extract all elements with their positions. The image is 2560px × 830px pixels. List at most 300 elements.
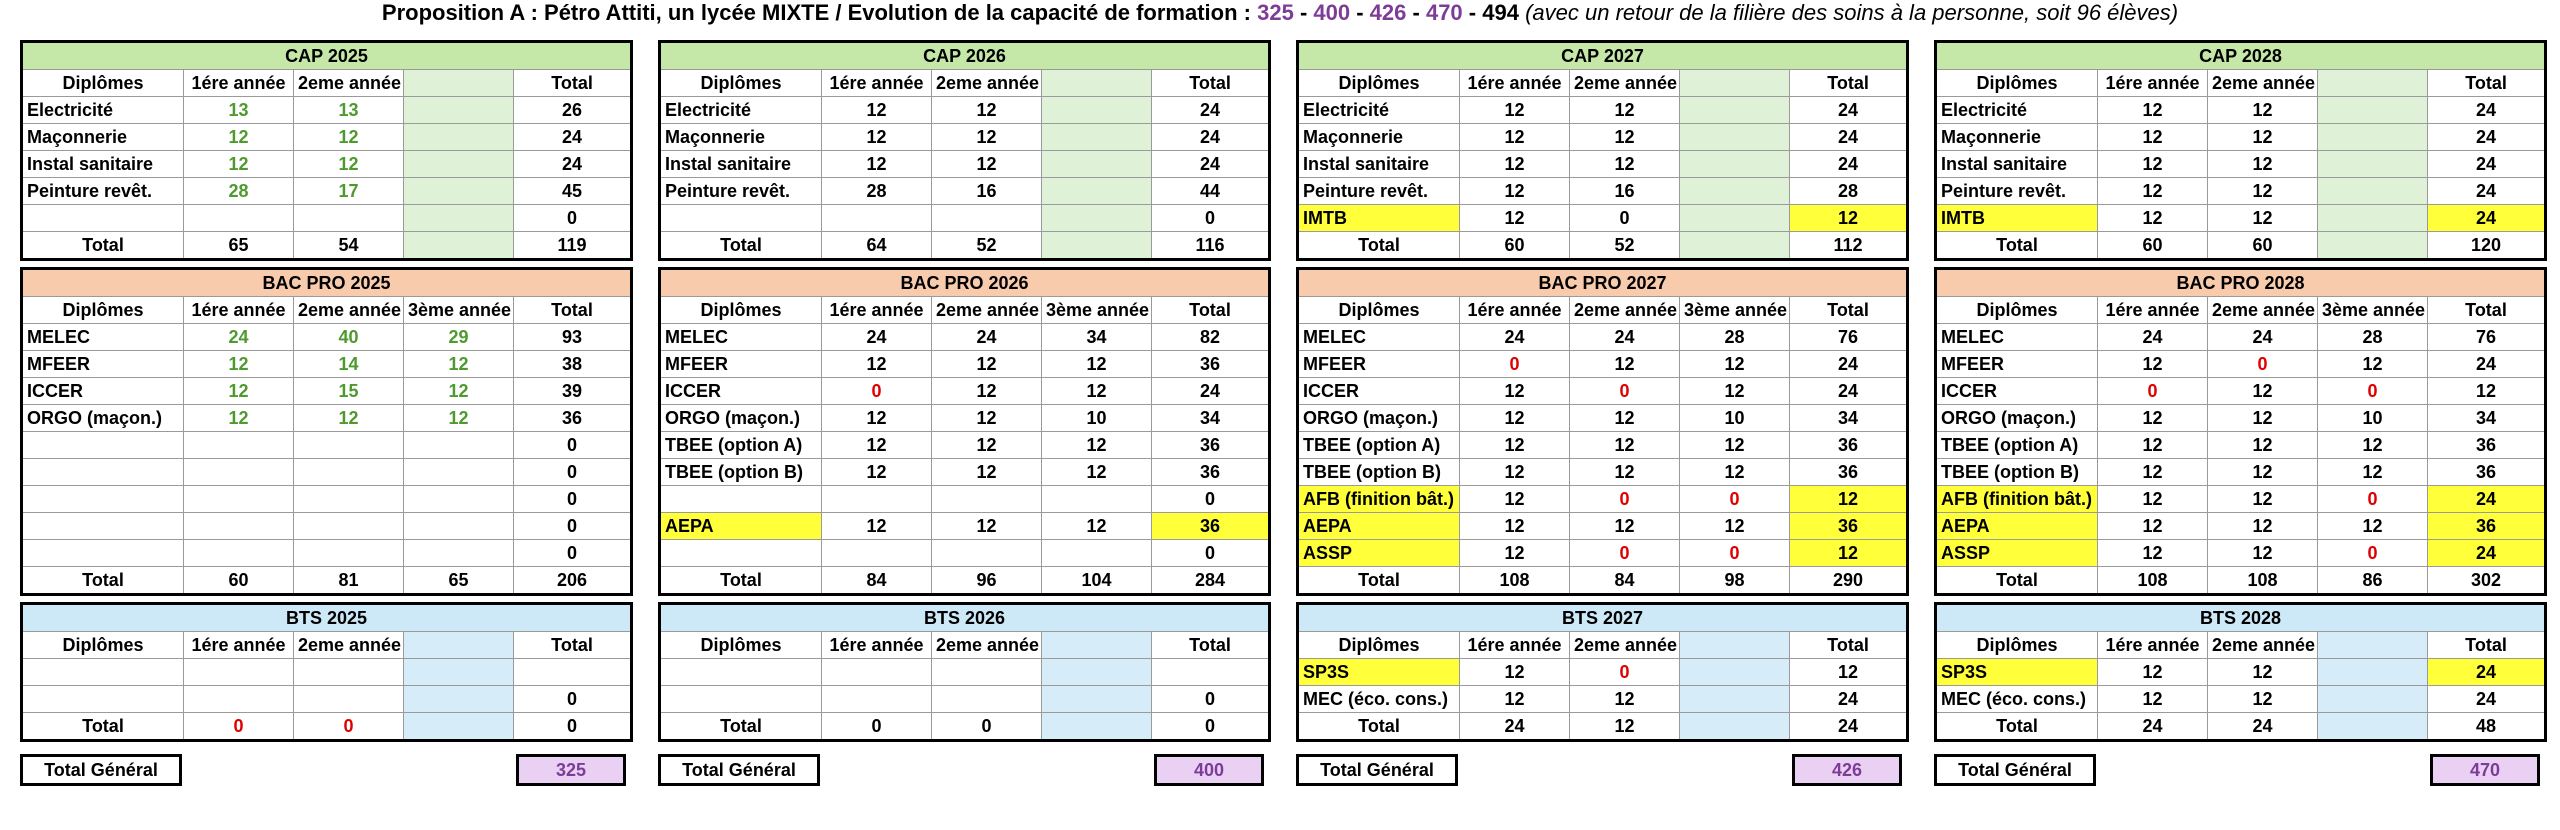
totals-row (1936, 232, 2546, 260)
header-year-1: 1ére année (1460, 70, 1570, 97)
table-row (1298, 513, 1908, 540)
empty-cell (1680, 659, 1790, 686)
year-2-value (294, 486, 404, 513)
year-1-value (184, 459, 294, 486)
year-1-value: 12 (1460, 513, 1570, 540)
header-year-2: 2eme année (294, 297, 404, 324)
year-2-value (294, 432, 404, 459)
total-label: Total (1936, 232, 2098, 260)
table-row (1936, 351, 2546, 378)
year-2-value: 12 (2208, 540, 2318, 567)
diploma-name: Electricité (1298, 97, 1460, 124)
bts-table (658, 602, 1271, 742)
title-sep: - (1462, 0, 1483, 25)
year-2-value: 12 (1570, 513, 1680, 540)
year-3-value (404, 540, 514, 567)
diploma-name (660, 659, 822, 686)
table-row (660, 659, 1270, 686)
bts-table (1934, 602, 2547, 742)
year-2-value: 12 (932, 405, 1042, 432)
year-1-value: 12 (1460, 124, 1570, 151)
table-row (22, 432, 632, 459)
row-total: 76 (1790, 324, 1908, 351)
empty-cell (1042, 97, 1152, 124)
year-3-value: 29 (404, 324, 514, 351)
table-row (22, 97, 632, 124)
table-row (22, 178, 632, 205)
table-row (1936, 513, 2546, 540)
total-year-1: 65 (184, 232, 294, 260)
empty-cell (1042, 232, 1152, 260)
year-3-value: 28 (1680, 324, 1790, 351)
diploma-name: IMTB (1936, 205, 2098, 232)
year-2-value: 0 (1570, 205, 1680, 232)
grand-total: 0 (514, 713, 632, 741)
bts-title: BTS 2027 (1298, 604, 1908, 632)
table-row (1298, 178, 1908, 205)
header-diplomes: Diplômes (22, 632, 184, 659)
table-row (22, 151, 632, 178)
table-row (22, 513, 632, 540)
total-year-2: 108 (2208, 567, 2318, 595)
diploma-name (22, 459, 184, 486)
grand-total: 302 (2428, 567, 2546, 595)
header-year-3: 3ème année (1042, 297, 1152, 324)
grand-total: 119 (514, 232, 632, 260)
row-total: 24 (2428, 351, 2546, 378)
row-total: 24 (2428, 686, 2546, 713)
table-row (1936, 659, 2546, 686)
diploma-name: TBEE (option A) (660, 432, 822, 459)
year-2-value: 12 (2208, 97, 2318, 124)
table-row (660, 205, 1270, 232)
header-year-2: 2eme année (1570, 70, 1680, 97)
year-1-value: 12 (1460, 486, 1570, 513)
year-3-value (404, 513, 514, 540)
year-2-value: 13 (294, 97, 404, 124)
header-diplomes: Diplômes (1936, 70, 2098, 97)
total-year-2: 0 (294, 713, 404, 741)
row-total: 12 (1790, 486, 1908, 513)
year-1-value: 12 (2098, 351, 2208, 378)
total-year-2: 24 (2208, 713, 2318, 741)
total-year-3: 98 (1680, 567, 1790, 595)
year-2-value: 24 (1570, 324, 1680, 351)
bac-pro-table (1934, 267, 2547, 596)
table-row (22, 486, 632, 513)
empty-cell (404, 686, 514, 713)
row-total: 24 (2428, 205, 2546, 232)
diploma-name: IMTB (1298, 205, 1460, 232)
total-general-value: 470 (2430, 754, 2540, 786)
header-year-2: 2eme année (2208, 297, 2318, 324)
table-header-row (660, 632, 1270, 659)
header-diplomes: Diplômes (1936, 297, 2098, 324)
table-row (1298, 324, 1908, 351)
cap-table (658, 40, 1271, 261)
row-total: 24 (1790, 378, 1908, 405)
header-year-2: 2eme année (932, 297, 1042, 324)
table-row (1298, 151, 1908, 178)
bac-pro-title: BAC PRO 2027 (1298, 269, 1908, 297)
diploma-name: Maçonnerie (22, 124, 184, 151)
year-2-value: 12 (1570, 459, 1680, 486)
total-year-3: 104 (1042, 567, 1152, 595)
header-diplomes: Diplômes (660, 632, 822, 659)
year-3-value: 12 (1042, 378, 1152, 405)
table-header-row (22, 297, 632, 324)
header-diplomes: Diplômes (1298, 297, 1460, 324)
year-1-value: 12 (184, 151, 294, 178)
table-row (22, 378, 632, 405)
empty-cell (2318, 232, 2428, 260)
table-row (1936, 540, 2546, 567)
table-row (1936, 378, 2546, 405)
year-1-value: 12 (2098, 459, 2208, 486)
year-3-value: 28 (2318, 324, 2428, 351)
year-1-value: 12 (2098, 178, 2208, 205)
header-empty-cell (1680, 632, 1790, 659)
empty-cell (404, 97, 514, 124)
table-row (22, 686, 632, 713)
diploma-name: AEPA (1936, 513, 2098, 540)
empty-cell (1680, 205, 1790, 232)
table-row (1298, 540, 1908, 567)
total-year-2: 54 (294, 232, 404, 260)
year-1-value (184, 659, 294, 686)
bts-title: BTS 2028 (1936, 604, 2546, 632)
row-total: 82 (1152, 324, 1270, 351)
table-header-row (1936, 632, 2546, 659)
row-total: 12 (1790, 540, 1908, 567)
empty-cell (2318, 178, 2428, 205)
header-year-1: 1ére année (184, 632, 294, 659)
year-1-value: 24 (184, 324, 294, 351)
row-total: 0 (514, 432, 632, 459)
year-3-value: 12 (1680, 459, 1790, 486)
diploma-name (660, 486, 822, 513)
header-total: Total (514, 70, 632, 97)
year-2-value: 15 (294, 378, 404, 405)
diploma-name: AEPA (660, 513, 822, 540)
year-3-value: 12 (404, 378, 514, 405)
diploma-name (660, 205, 822, 232)
empty-cell (404, 232, 514, 260)
diploma-name: Electricité (22, 97, 184, 124)
total-label: Total (22, 232, 184, 260)
total-year-2: 96 (932, 567, 1042, 595)
diploma-name: TBEE (option B) (660, 459, 822, 486)
empty-cell (1680, 686, 1790, 713)
row-total: 36 (1152, 432, 1270, 459)
year-2-value: 12 (2208, 151, 2318, 178)
total-general-label: Total Général (658, 754, 820, 786)
total-year-1: 84 (822, 567, 932, 595)
year-1-value: 12 (1460, 97, 1570, 124)
year-2-value: 12 (1570, 97, 1680, 124)
row-total: 24 (514, 151, 632, 178)
year-3-value: 10 (2318, 405, 2428, 432)
header-empty-cell (2318, 70, 2428, 97)
year-column (1934, 40, 2544, 784)
table-row (1936, 324, 2546, 351)
total-label: Total (660, 232, 822, 260)
total-year-2: 81 (294, 567, 404, 595)
diploma-name (660, 686, 822, 713)
table-row (1936, 205, 2546, 232)
year-1-value: 0 (1460, 351, 1570, 378)
diploma-name: Maçonnerie (1298, 124, 1460, 151)
row-total: 34 (1790, 405, 1908, 432)
year-1-value: 12 (2098, 540, 2208, 567)
row-total: 0 (1152, 540, 1270, 567)
table-row (660, 97, 1270, 124)
row-total: 24 (1790, 351, 1908, 378)
year-3-value: 12 (404, 351, 514, 378)
year-2-value (932, 540, 1042, 567)
header-year-1: 1ére année (184, 297, 294, 324)
empty-cell (1042, 713, 1152, 741)
year-2-value: 40 (294, 324, 404, 351)
table-row (1298, 351, 1908, 378)
table-row (660, 686, 1270, 713)
row-total: 24 (1790, 151, 1908, 178)
year-1-value: 12 (822, 459, 932, 486)
year-3-value: 0 (2318, 486, 2428, 513)
totals-row (22, 232, 632, 260)
empty-cell (1680, 151, 1790, 178)
year-1-value: 12 (1460, 178, 1570, 205)
table-row (660, 540, 1270, 567)
diploma-name: MFEER (660, 351, 822, 378)
bac-pro-table (1296, 267, 1909, 596)
diploma-name: TBEE (option B) (1298, 459, 1460, 486)
cap-title: CAP 2028 (1936, 42, 2546, 70)
total-label: Total (1936, 713, 2098, 741)
empty-cell (2318, 124, 2428, 151)
year-1-value: 12 (822, 151, 932, 178)
empty-cell (1680, 713, 1790, 741)
diploma-name (22, 486, 184, 513)
header-diplomes: Diplômes (660, 297, 822, 324)
year-2-value: 0 (1570, 659, 1680, 686)
year-1-value (822, 205, 932, 232)
diploma-name: Instal sanitaire (1298, 151, 1460, 178)
table-row (22, 324, 632, 351)
cap-table (1296, 40, 1909, 261)
year-2-value: 12 (294, 405, 404, 432)
diploma-name: MELEC (660, 324, 822, 351)
table-row (1298, 378, 1908, 405)
row-total: 93 (514, 324, 632, 351)
year-1-value: 12 (2098, 432, 2208, 459)
year-1-value: 12 (822, 124, 932, 151)
diploma-name: TBEE (option A) (1298, 432, 1460, 459)
grand-total: 284 (1152, 567, 1270, 595)
table-header-row (1298, 632, 1908, 659)
total-label: Total (660, 713, 822, 741)
totals-row (1298, 713, 1908, 741)
year-3-value: 12 (1680, 351, 1790, 378)
year-1-value: 12 (2098, 124, 2208, 151)
total-year-2: 12 (1570, 713, 1680, 741)
header-year-2: 2eme année (2208, 70, 2318, 97)
cap-table (20, 40, 633, 261)
totals-row (1936, 713, 2546, 741)
year-2-value (294, 540, 404, 567)
diploma-name: AFB (finition bât.) (1936, 486, 2098, 513)
header-total: Total (1790, 632, 1908, 659)
year-column (20, 40, 630, 784)
total-general-value: 426 (1792, 754, 1902, 786)
year-2-value: 12 (932, 378, 1042, 405)
empty-cell (1042, 124, 1152, 151)
diploma-name (22, 432, 184, 459)
total-label: Total (1298, 713, 1460, 741)
row-total: 24 (2428, 540, 2546, 567)
year-1-value: 12 (2098, 405, 2208, 432)
year-2-value: 12 (2208, 405, 2318, 432)
diploma-name: Peinture revêt. (660, 178, 822, 205)
diploma-name (22, 513, 184, 540)
year-2-value: 12 (932, 432, 1042, 459)
row-total: 24 (1790, 97, 1908, 124)
grand-total: 206 (514, 567, 632, 595)
diploma-name: MFEER (1298, 351, 1460, 378)
empty-cell (404, 151, 514, 178)
totals-row (660, 232, 1270, 260)
row-total: 36 (2428, 459, 2546, 486)
diploma-name: Electricité (660, 97, 822, 124)
row-total: 0 (514, 540, 632, 567)
year-3-value: 12 (1042, 513, 1152, 540)
year-2-value: 17 (294, 178, 404, 205)
grand-total: 48 (2428, 713, 2546, 741)
year-1-value: 24 (822, 324, 932, 351)
year-1-value: 12 (1460, 686, 1570, 713)
header-total: Total (514, 297, 632, 324)
year-2-value: 12 (932, 513, 1042, 540)
totals-row (22, 713, 632, 741)
total-label: Total (22, 713, 184, 741)
year-3-value (1042, 486, 1152, 513)
year-1-value: 12 (2098, 486, 2208, 513)
year-3-value: 0 (2318, 540, 2428, 567)
table-row (660, 378, 1270, 405)
year-1-value (184, 686, 294, 713)
year-1-value: 0 (822, 378, 932, 405)
diploma-name: Electricité (1936, 97, 2098, 124)
row-total: 44 (1152, 178, 1270, 205)
bts-table (1296, 602, 1909, 742)
year-1-value (822, 686, 932, 713)
diploma-name (660, 540, 822, 567)
year-2-value: 12 (2208, 124, 2318, 151)
row-total: 36 (1152, 513, 1270, 540)
bac-pro-title: BAC PRO 2028 (1936, 269, 2546, 297)
header-total: Total (1790, 297, 1908, 324)
year-2-value: 12 (1570, 432, 1680, 459)
totals-row (22, 567, 632, 595)
header-empty-cell (404, 632, 514, 659)
year-1-value: 12 (184, 351, 294, 378)
empty-cell (1680, 178, 1790, 205)
year-1-value: 12 (822, 351, 932, 378)
table-row (1298, 205, 1908, 232)
row-total: 12 (1790, 659, 1908, 686)
diploma-name: ICCER (22, 378, 184, 405)
table-header-row (660, 297, 1270, 324)
header-year-1: 1ére année (822, 70, 932, 97)
table-row (1936, 97, 2546, 124)
header-diplomes: Diplômes (22, 297, 184, 324)
year-1-value: 12 (184, 405, 294, 432)
row-total: 36 (1152, 459, 1270, 486)
header-total: Total (2428, 70, 2546, 97)
total-year-3: 86 (2318, 567, 2428, 595)
table-header-row (1298, 297, 1908, 324)
header-year-2: 2eme année (932, 632, 1042, 659)
diploma-name: ASSP (1936, 540, 2098, 567)
year-3-value: 0 (2318, 378, 2428, 405)
year-2-value (932, 686, 1042, 713)
total-label: Total (22, 567, 184, 595)
row-total: 26 (514, 97, 632, 124)
empty-cell (1042, 686, 1152, 713)
year-2-value (932, 659, 1042, 686)
total-year-2: 52 (932, 232, 1042, 260)
empty-cell (404, 124, 514, 151)
year-2-value: 12 (932, 124, 1042, 151)
row-total: 24 (1152, 124, 1270, 151)
table-row (1298, 124, 1908, 151)
bts-title: BTS 2026 (660, 604, 1270, 632)
year-1-value: 12 (1460, 151, 1570, 178)
year-3-value: 12 (2318, 513, 2428, 540)
header-total: Total (2428, 297, 2546, 324)
table-header-row (660, 70, 1270, 97)
row-total: 34 (1152, 405, 1270, 432)
year-1-value: 28 (184, 178, 294, 205)
header-year-2: 2eme année (2208, 632, 2318, 659)
total-year-2: 84 (1570, 567, 1680, 595)
row-total: 34 (2428, 405, 2546, 432)
year-2-value: 16 (932, 178, 1042, 205)
row-total: 28 (1790, 178, 1908, 205)
diploma-name: Peinture revêt. (22, 178, 184, 205)
header-year-1: 1ére année (822, 632, 932, 659)
empty-cell (1042, 659, 1152, 686)
row-total: 24 (2428, 486, 2546, 513)
year-2-value (932, 486, 1042, 513)
row-total: 0 (514, 205, 632, 232)
table-row (1936, 486, 2546, 513)
total-year-1: 60 (184, 567, 294, 595)
empty-cell (404, 178, 514, 205)
year-2-value: 12 (1570, 405, 1680, 432)
bac-pro-title: BAC PRO 2026 (660, 269, 1270, 297)
year-2-value (932, 205, 1042, 232)
year-column (1296, 40, 1906, 784)
row-total: 45 (514, 178, 632, 205)
total-general-value: 400 (1154, 754, 1264, 786)
year-1-value (184, 540, 294, 567)
table-row (660, 405, 1270, 432)
total-year-2: 52 (1570, 232, 1680, 260)
year-1-value: 12 (1460, 432, 1570, 459)
row-total: 0 (1152, 205, 1270, 232)
header-year-1: 1ére année (822, 297, 932, 324)
